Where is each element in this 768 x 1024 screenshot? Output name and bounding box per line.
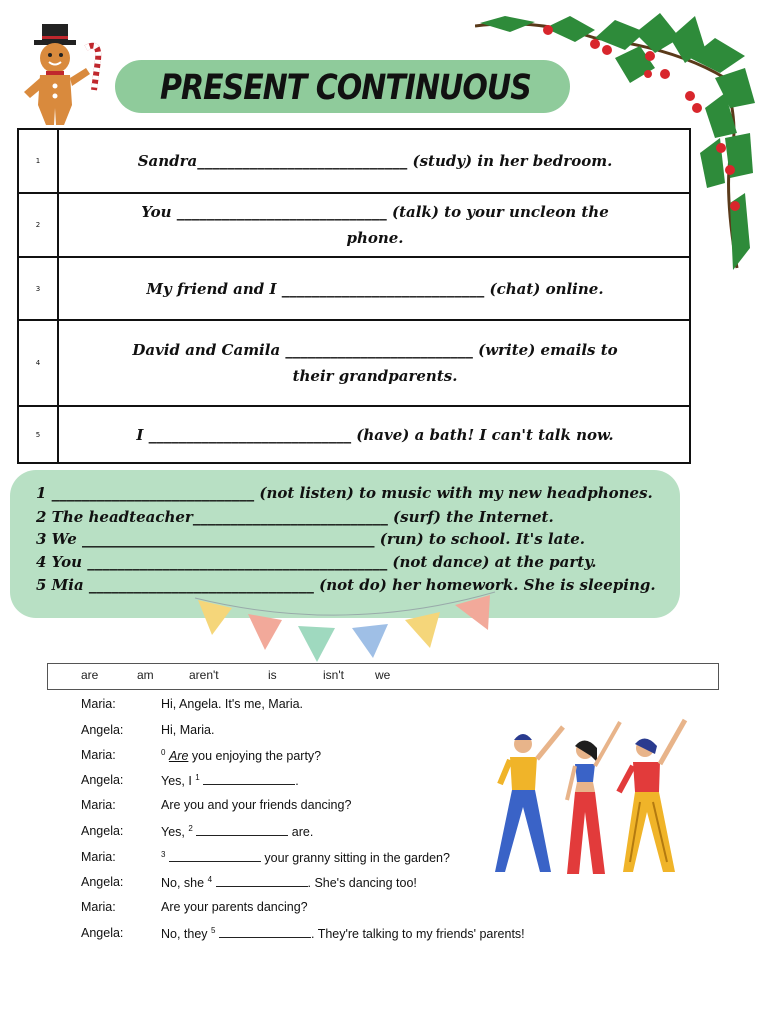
- speaker-label: Maria:: [81, 850, 116, 864]
- answer-blank[interactable]: [219, 926, 311, 938]
- dialogue-line: Hi, Angela. It's me, Maria.: [161, 697, 304, 711]
- speaker-label: Angela:: [81, 824, 124, 838]
- table-row: [19, 407, 689, 462]
- word-bank-item: we: [375, 668, 391, 682]
- row-number: 5: [19, 407, 59, 462]
- speaker-label: Maria:: [81, 798, 116, 812]
- row-number: 4: [19, 321, 59, 405]
- row-number: 3: [19, 258, 59, 319]
- dialogue-line: No, she $^4$ . She's dancing too!: [161, 875, 417, 891]
- word-bank-item: are: [81, 668, 99, 682]
- sentence-text: My friend and I ___________________________ (chat) online.: [146, 279, 604, 298]
- row-number: 2: [19, 194, 59, 256]
- speaker-label: Maria:: [81, 697, 116, 711]
- exercise-2-line: 5 Mia ______________________________ (not do) her homework. She is sleeping.: [36, 576, 656, 594]
- word-bank-item: isn't: [323, 668, 344, 682]
- row-number: 1: [19, 130, 59, 192]
- sentence-text: You ____________________________ (talk) to your uncleon the phone.: [141, 203, 609, 247]
- answer-blank[interactable]: [196, 824, 288, 836]
- dialogue-line: $^3$ your granny sitting in the garden?: [161, 850, 450, 866]
- speaker-label: Angela:: [81, 926, 124, 940]
- gingerbread-man-icon: [20, 20, 110, 130]
- exercise-2-line: 3 We _______________________________________ (run) to school. It's late.: [36, 530, 586, 548]
- dialogue-line: $^0$ Are you enjoying the party?: [161, 748, 322, 764]
- speaker-label: Angela:: [81, 723, 124, 737]
- exercise-2-line: 4 You ________________________________________ (not dance) at the party.: [36, 553, 597, 571]
- page-title: PRESENT CONTINUOUS: [160, 68, 531, 109]
- answer-blank[interactable]: [216, 875, 308, 887]
- answer-blank[interactable]: [203, 773, 295, 785]
- word-bank-item: aren't: [189, 668, 219, 682]
- word-bank: [47, 663, 719, 690]
- speaker-label: Maria:: [81, 748, 116, 762]
- sentence-text: David and Camila _________________________ (write) emails to their grandparents.: [132, 341, 618, 385]
- speaker-label: Maria:: [81, 900, 116, 914]
- dancers-icon: [485, 712, 695, 882]
- dialogue-line: Yes, I $^1$ .: [161, 773, 299, 789]
- exercise-1-table: [17, 128, 691, 464]
- dialogue-line: Yes, $^2$ are.: [161, 824, 314, 840]
- dialogue-line: Hi, Maria.: [161, 723, 215, 737]
- dialogue-line: Are you and your friends dancing?: [161, 798, 352, 812]
- answer-blank[interactable]: [169, 850, 261, 862]
- word-bank-item: am: [137, 668, 154, 682]
- speaker-label: Angela:: [81, 773, 124, 787]
- sentence-text: I ___________________________ (have) a bath! I can't talk now.: [136, 425, 614, 444]
- table-row: [19, 321, 689, 407]
- dialogue-line: Are your parents dancing?: [161, 900, 308, 914]
- table-row: [19, 194, 689, 258]
- table-row: [19, 258, 689, 321]
- exercise-2-line: 2 The headteacher__________________________ (surf) the Internet.: [36, 508, 554, 526]
- bunting-icon: [190, 590, 500, 665]
- dialogue-line: No, they $^5$ . They're talking to my friends' parents!: [161, 926, 525, 942]
- table-row: [19, 130, 689, 194]
- example-answer: Are: [168, 749, 189, 764]
- word-bank-item: is: [268, 668, 277, 682]
- speaker-label: Angela:: [81, 875, 124, 889]
- sentence-text: Sandra____________________________ (study) in her bedroom.: [137, 152, 613, 170]
- exercise-2-line: 1 ___________________________ (not listen) to music with my new headphones.: [36, 484, 653, 502]
